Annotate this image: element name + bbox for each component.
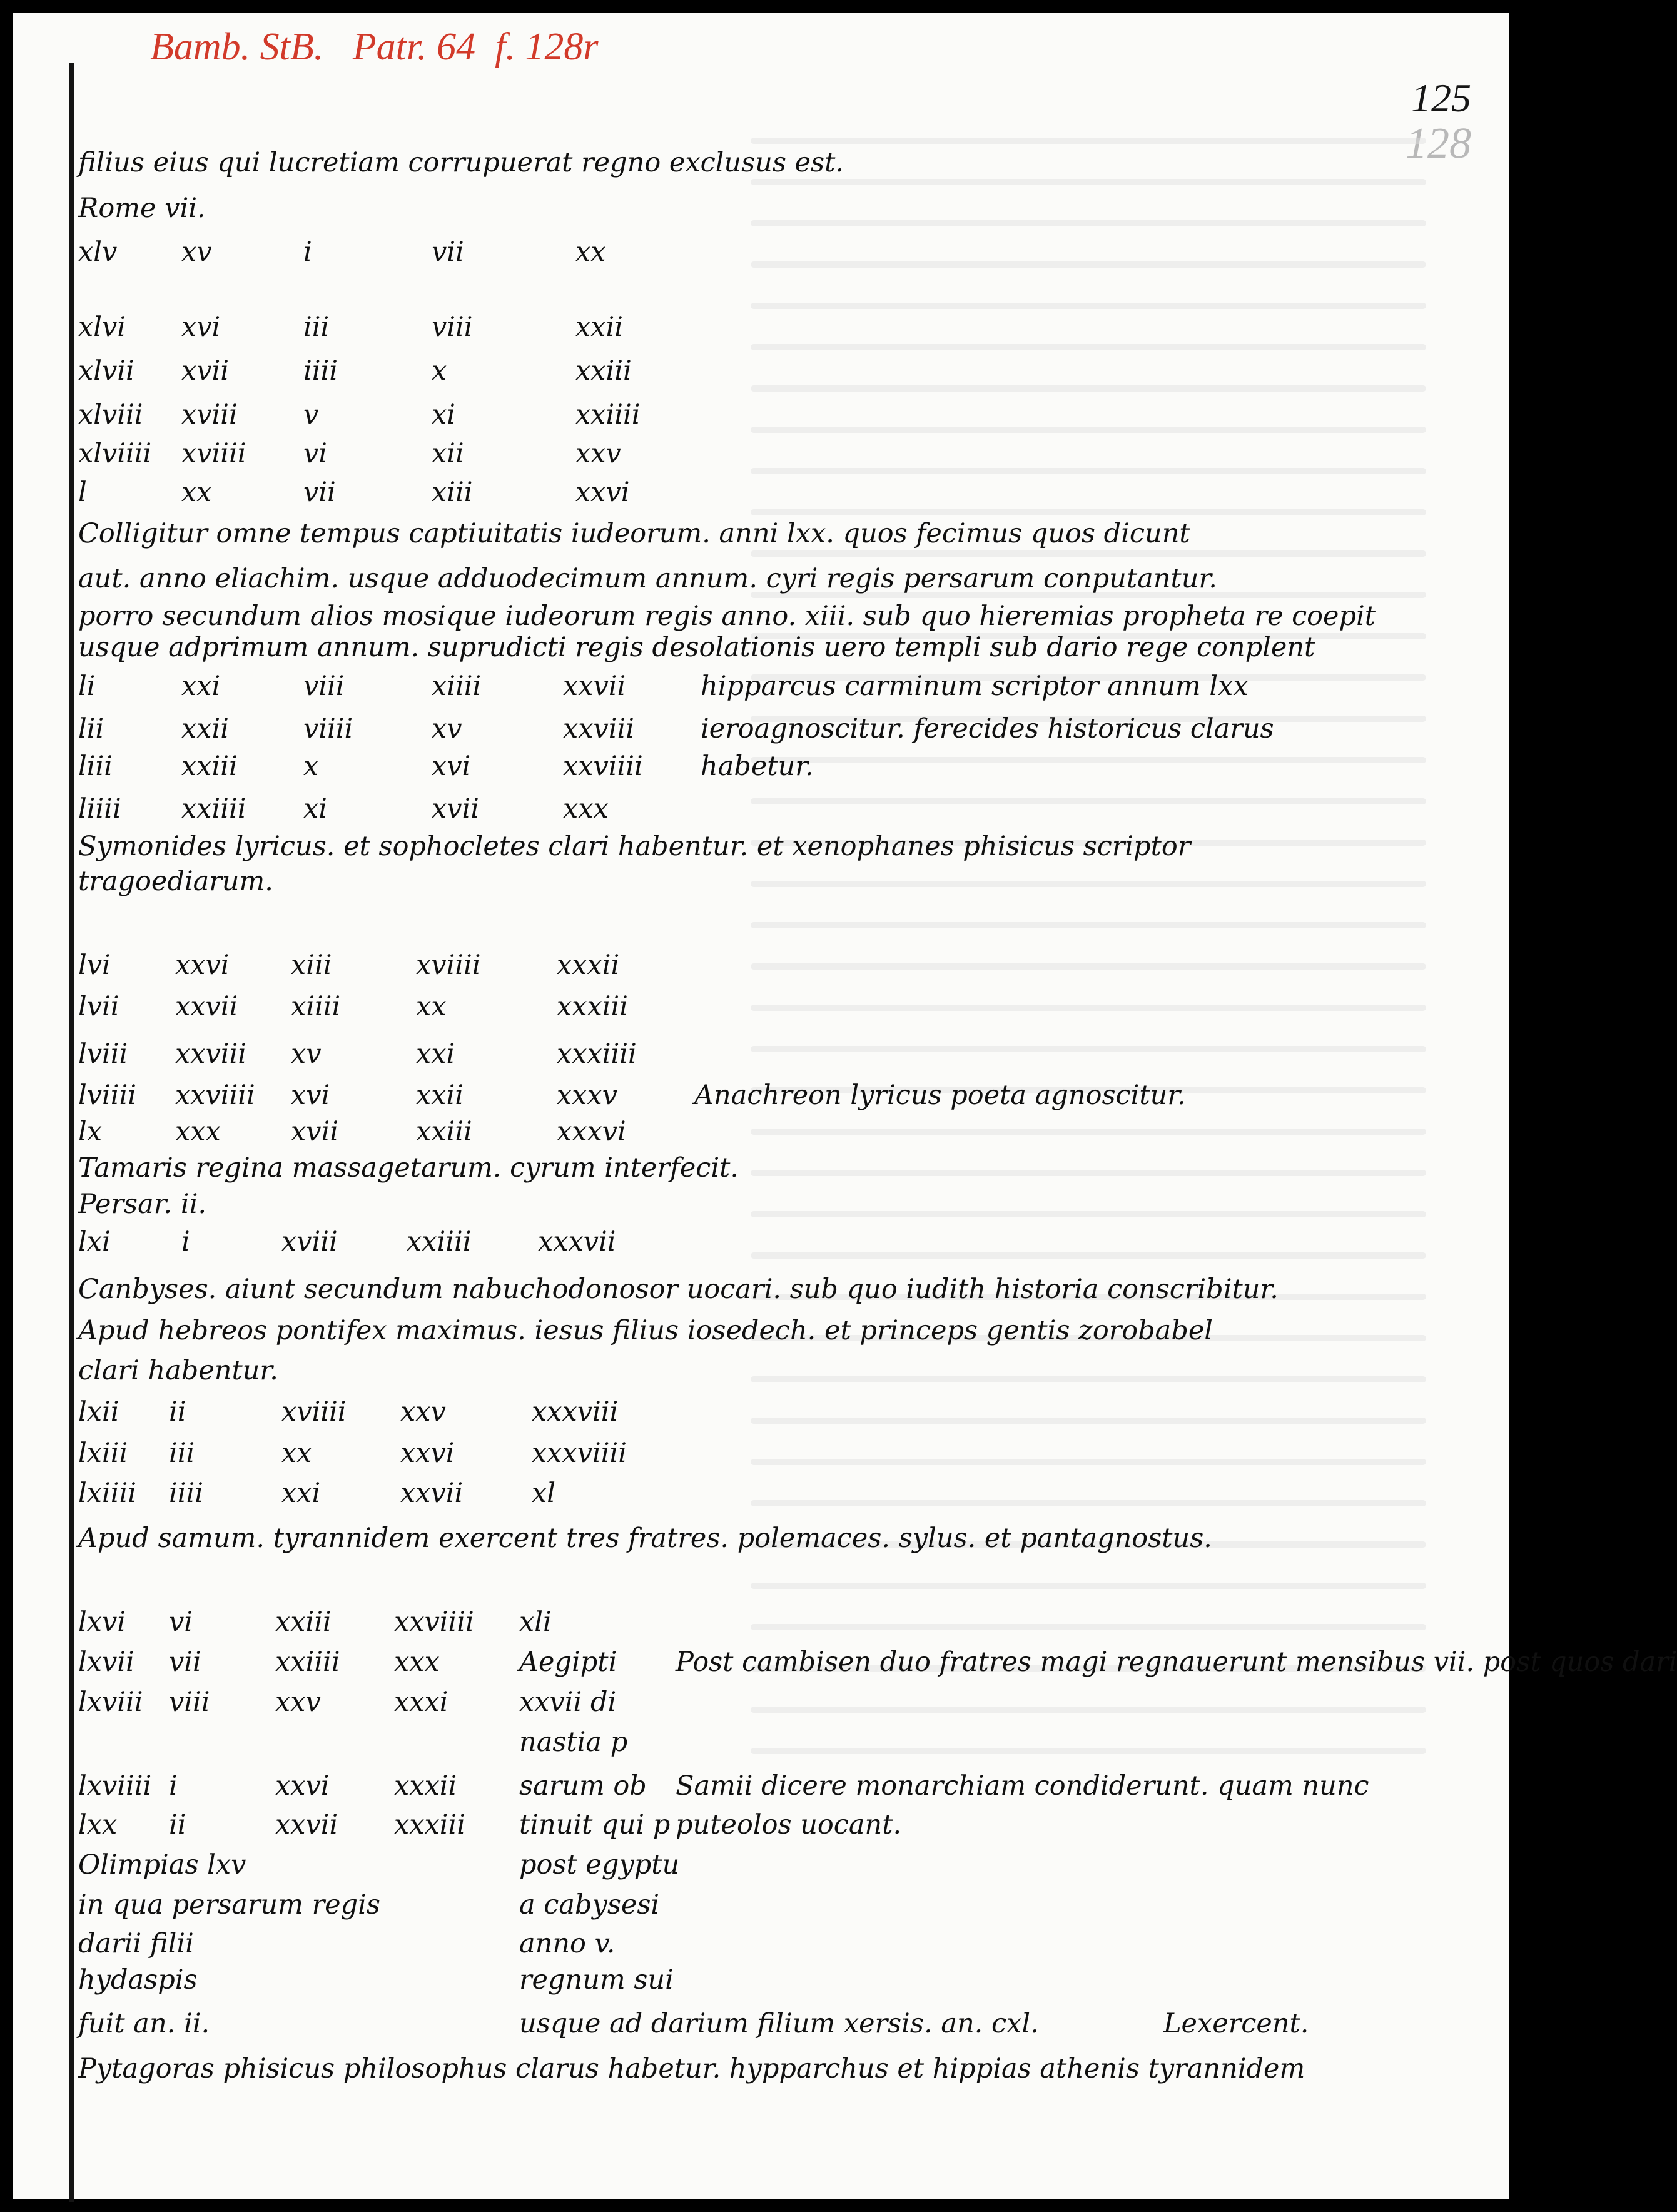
table-cell: xiii <box>432 477 473 508</box>
text-line: fuit an. ii. <box>78 2008 210 2039</box>
table-cell: xv <box>181 236 212 268</box>
table-cell: xxi <box>181 671 221 702</box>
table-cell: iii <box>169 1438 195 1469</box>
table-cell: xvi <box>432 751 471 782</box>
text-line: Tamaris regina massagetarum. cyrum interfecit. <box>78 1152 739 1184</box>
table-cell: xxv <box>575 438 621 469</box>
table-row-label: xlv <box>78 236 118 268</box>
table-cell: xxvii di <box>519 1687 617 1718</box>
table-cell: xvi <box>291 1080 330 1111</box>
table-cell: xviii <box>181 399 238 430</box>
table-cell: xxii <box>181 713 230 744</box>
table-cell: xxv <box>400 1396 446 1428</box>
table-row-label: lxvii <box>78 1646 134 1678</box>
table-cell: xxviii <box>563 713 635 744</box>
table-cell: vi <box>303 438 328 469</box>
text-line: aut. anno eliachim. usque adduodecimum annum. cyri regis persarum conputantur. <box>78 563 1217 594</box>
table-cell: xxxiii <box>394 1809 466 1840</box>
table-row-label: lii <box>78 713 104 744</box>
table-cell: xxviiii <box>563 751 643 782</box>
text-line: in qua persarum regis <box>78 1889 380 1920</box>
table-cell: xxxiiii <box>557 1038 637 1070</box>
table-cell: xxv <box>275 1687 321 1718</box>
table-cell: i <box>169 1770 178 1802</box>
table-row-label: lxii <box>78 1396 119 1428</box>
table-cell: xxx <box>394 1646 440 1678</box>
text-line: Colligitur omne tempus captiuitatis iudeorum. anni lxx. quos fecimus quos dicunt <box>78 518 1190 549</box>
text-line: Apud samum. tyrannidem exercent tres fratres. polemaces. sylus. et pantagnostus. <box>78 1523 1212 1554</box>
table-cell: xi <box>432 399 456 430</box>
table-cell: xiiii <box>432 671 482 702</box>
table-cell: viii <box>303 671 345 702</box>
table-cell: xviiii <box>181 438 246 469</box>
text-line: Apud hebreos pontifex maximus. iesus filius iosedech. et princeps gentis zorobabel <box>78 1315 1213 1346</box>
table-row-label: lviii <box>78 1038 128 1070</box>
table-cell: xxviiii <box>394 1606 474 1638</box>
table-row-label: xlviii <box>78 399 143 430</box>
table-row-label: lviiii <box>78 1080 137 1111</box>
table-cell: xxvii <box>275 1809 338 1840</box>
text-line: Symonides lyricus. et sophocletes clari habentur. et xenophanes phisicus scriptor <box>78 831 1191 862</box>
table-cell: xxi <box>416 1038 455 1070</box>
table-row-label: lvii <box>78 991 119 1022</box>
table-row-label: lxviiii <box>78 1770 152 1802</box>
table-cell: xxxvii <box>538 1226 616 1257</box>
table-cell: xiii <box>291 950 332 981</box>
table-cell: xvii <box>291 1116 339 1147</box>
table-cell: xxvi <box>400 1438 455 1469</box>
table-cell: xxxii <box>394 1770 457 1802</box>
table-cell: viii <box>169 1687 210 1718</box>
table-cell: xxvi <box>275 1770 330 1802</box>
table-cell: ii <box>169 1809 186 1840</box>
text-line: Pytagoras phisicus philosophus clarus habetur. hypparchus et hippias athenis tyrannidem <box>78 2053 1305 2084</box>
table-cell: xi <box>303 793 328 824</box>
table-cell: v <box>303 399 319 430</box>
table-cell: xxvi <box>575 477 630 508</box>
table-row-label: xlvi <box>78 312 126 343</box>
table-note: hipparcus carminum scriptor annum lxx <box>701 671 1249 702</box>
table-cell: xxiiii <box>275 1646 340 1678</box>
table-row-label: lxx <box>78 1809 118 1840</box>
table-cell: xxviii <box>175 1038 247 1070</box>
table-cell: xxxviiii <box>532 1438 627 1469</box>
table-cell: iiii <box>303 355 338 387</box>
table-row-label: lxviii <box>78 1687 143 1718</box>
table-cell: xvii <box>181 355 230 387</box>
table-cell: x <box>303 751 319 782</box>
table-cell: anno v. <box>519 1928 616 1959</box>
table-cell: vii <box>432 236 464 268</box>
table-cell: iii <box>303 312 330 343</box>
table-cell: xxxii <box>557 950 620 981</box>
table-cell: vii <box>303 477 336 508</box>
table-cell: sarum ob <box>519 1770 647 1802</box>
table-cell: tinuit qui p <box>519 1809 671 1840</box>
table-cell: i <box>181 1226 190 1257</box>
table-cell: post egyptu <box>519 1849 680 1880</box>
table-row-label: lxvi <box>78 1606 126 1638</box>
table-cell: xxiii <box>575 355 632 387</box>
table-cell: xviiii <box>281 1396 347 1428</box>
table-note: Post cambisen duo fratres magi regnauerunt mensibus vii. post quos dari <box>676 1646 1677 1678</box>
table-cell: xxvi <box>175 950 230 981</box>
table-cell: xviii <box>281 1226 338 1257</box>
folio-number: 125 <box>1411 76 1471 120</box>
table-row-label: liii <box>78 751 113 782</box>
table-cell: xxvii <box>563 671 626 702</box>
table-cell: viiii <box>303 713 353 744</box>
table-cell: xxi <box>281 1478 321 1509</box>
table-cell: xvii <box>432 793 480 824</box>
table-cell: xxiii <box>181 751 238 782</box>
table-cell: xx <box>281 1438 312 1469</box>
table-row-label: l <box>78 477 87 508</box>
table-cell: vi <box>169 1606 193 1638</box>
table-cell: xx <box>181 477 212 508</box>
table-cell: xx <box>416 991 447 1022</box>
table-row-label: xlvii <box>78 355 134 387</box>
table-row-label: lxi <box>78 1226 111 1257</box>
table-cell: xl <box>532 1478 556 1509</box>
text-line: clari habentur. <box>78 1355 278 1386</box>
table-note: Lexercent. <box>1163 2008 1309 2039</box>
table-row-label: li <box>78 671 96 702</box>
table-note: ieroagnoscitur. ferecides historicus clarus <box>701 713 1274 744</box>
catalog-label: Bamb. StB. Patr. 64 f. 128r <box>150 26 599 68</box>
table-cell: Aegipti <box>519 1646 617 1678</box>
text-line: Canbyses. aiunt secundum nabuchodonosor uocari. sub quo iudith historia conscribitur. <box>78 1274 1279 1305</box>
table-cell: xxiii <box>275 1606 332 1638</box>
table-note: Samii dicere monarchiam condiderunt. quam nunc <box>676 1770 1369 1802</box>
table-cell: xxvii <box>400 1478 464 1509</box>
table-cell: xxxiii <box>557 991 629 1022</box>
table-cell: xxiiii <box>575 399 641 430</box>
table-row-label: lxiiii <box>78 1478 137 1509</box>
folio-number-pencil: 128 <box>1406 119 1471 168</box>
text-line: usque adprimum annum. suprudicti regis desolationis uero templi sub dario rege conplent <box>78 632 1315 663</box>
table-cell: usque ad darium filium xersis. an. cxl. <box>519 2008 1039 2039</box>
table-note: Anachreon lyricus poeta agnoscitur. <box>694 1080 1186 1111</box>
table-cell: xxxvi <box>557 1116 626 1147</box>
table-note: puteolos uocant. <box>676 1809 902 1840</box>
table-cell: xxx <box>175 1116 221 1147</box>
table-cell: xxx <box>563 793 609 824</box>
table-row-label: lx <box>78 1116 103 1147</box>
table-cell: nastia p <box>519 1727 628 1758</box>
text-line: darii filii <box>78 1928 194 1959</box>
table-cell: xli <box>519 1606 552 1638</box>
table-cell: xxviiii <box>175 1080 255 1111</box>
table-row-label: xlviiii <box>78 438 152 469</box>
table-cell: xii <box>432 438 464 469</box>
table-cell: xv <box>291 1038 322 1070</box>
table-row-label: lxiii <box>78 1438 128 1469</box>
table-cell: xiiii <box>291 991 341 1022</box>
text-line: filius eius qui lucretiam corrupuerat regno exclusus est. <box>78 147 844 178</box>
table-cell: viii <box>432 312 473 343</box>
text-line: Olimpias lxv <box>78 1849 246 1880</box>
table-cell: i <box>303 236 312 268</box>
text-line: Persar. ii. <box>78 1189 207 1220</box>
table-cell: xvi <box>181 312 221 343</box>
table-cell: xxxviii <box>532 1396 619 1428</box>
table-cell: xxiiii <box>407 1226 472 1257</box>
table-cell: xxvii <box>175 991 238 1022</box>
table-cell: xxxi <box>394 1687 448 1718</box>
table-cell: regnum sui <box>519 1964 674 1996</box>
text-line: hydaspis <box>78 1964 198 1996</box>
table-cell: xx <box>575 236 606 268</box>
table-cell: xxxv <box>557 1080 618 1111</box>
table-row-label: liiii <box>78 793 121 824</box>
table-cell: xxiii <box>416 1116 472 1147</box>
text-line: tragoediarum. <box>78 866 273 897</box>
table-cell: xviiii <box>416 950 481 981</box>
table-cell: a cabysesi <box>519 1889 660 1920</box>
table-cell: vii <box>169 1646 201 1678</box>
table-cell: x <box>432 355 447 387</box>
table-cell: xxii <box>575 312 624 343</box>
table-cell: xxii <box>416 1080 464 1111</box>
text-line: Rome vii. <box>78 193 206 224</box>
table-cell: ii <box>169 1396 186 1428</box>
table-note: habetur. <box>701 751 814 782</box>
text-line: porro secundum alios mosique iudeorum regis anno. xiii. sub quo hieremias propheta re coepit <box>78 601 1376 632</box>
table-row-label: lvi <box>78 950 111 981</box>
table-cell: iiii <box>169 1478 204 1509</box>
table-cell: xv <box>432 713 462 744</box>
table-cell: xxiiii <box>181 793 246 824</box>
